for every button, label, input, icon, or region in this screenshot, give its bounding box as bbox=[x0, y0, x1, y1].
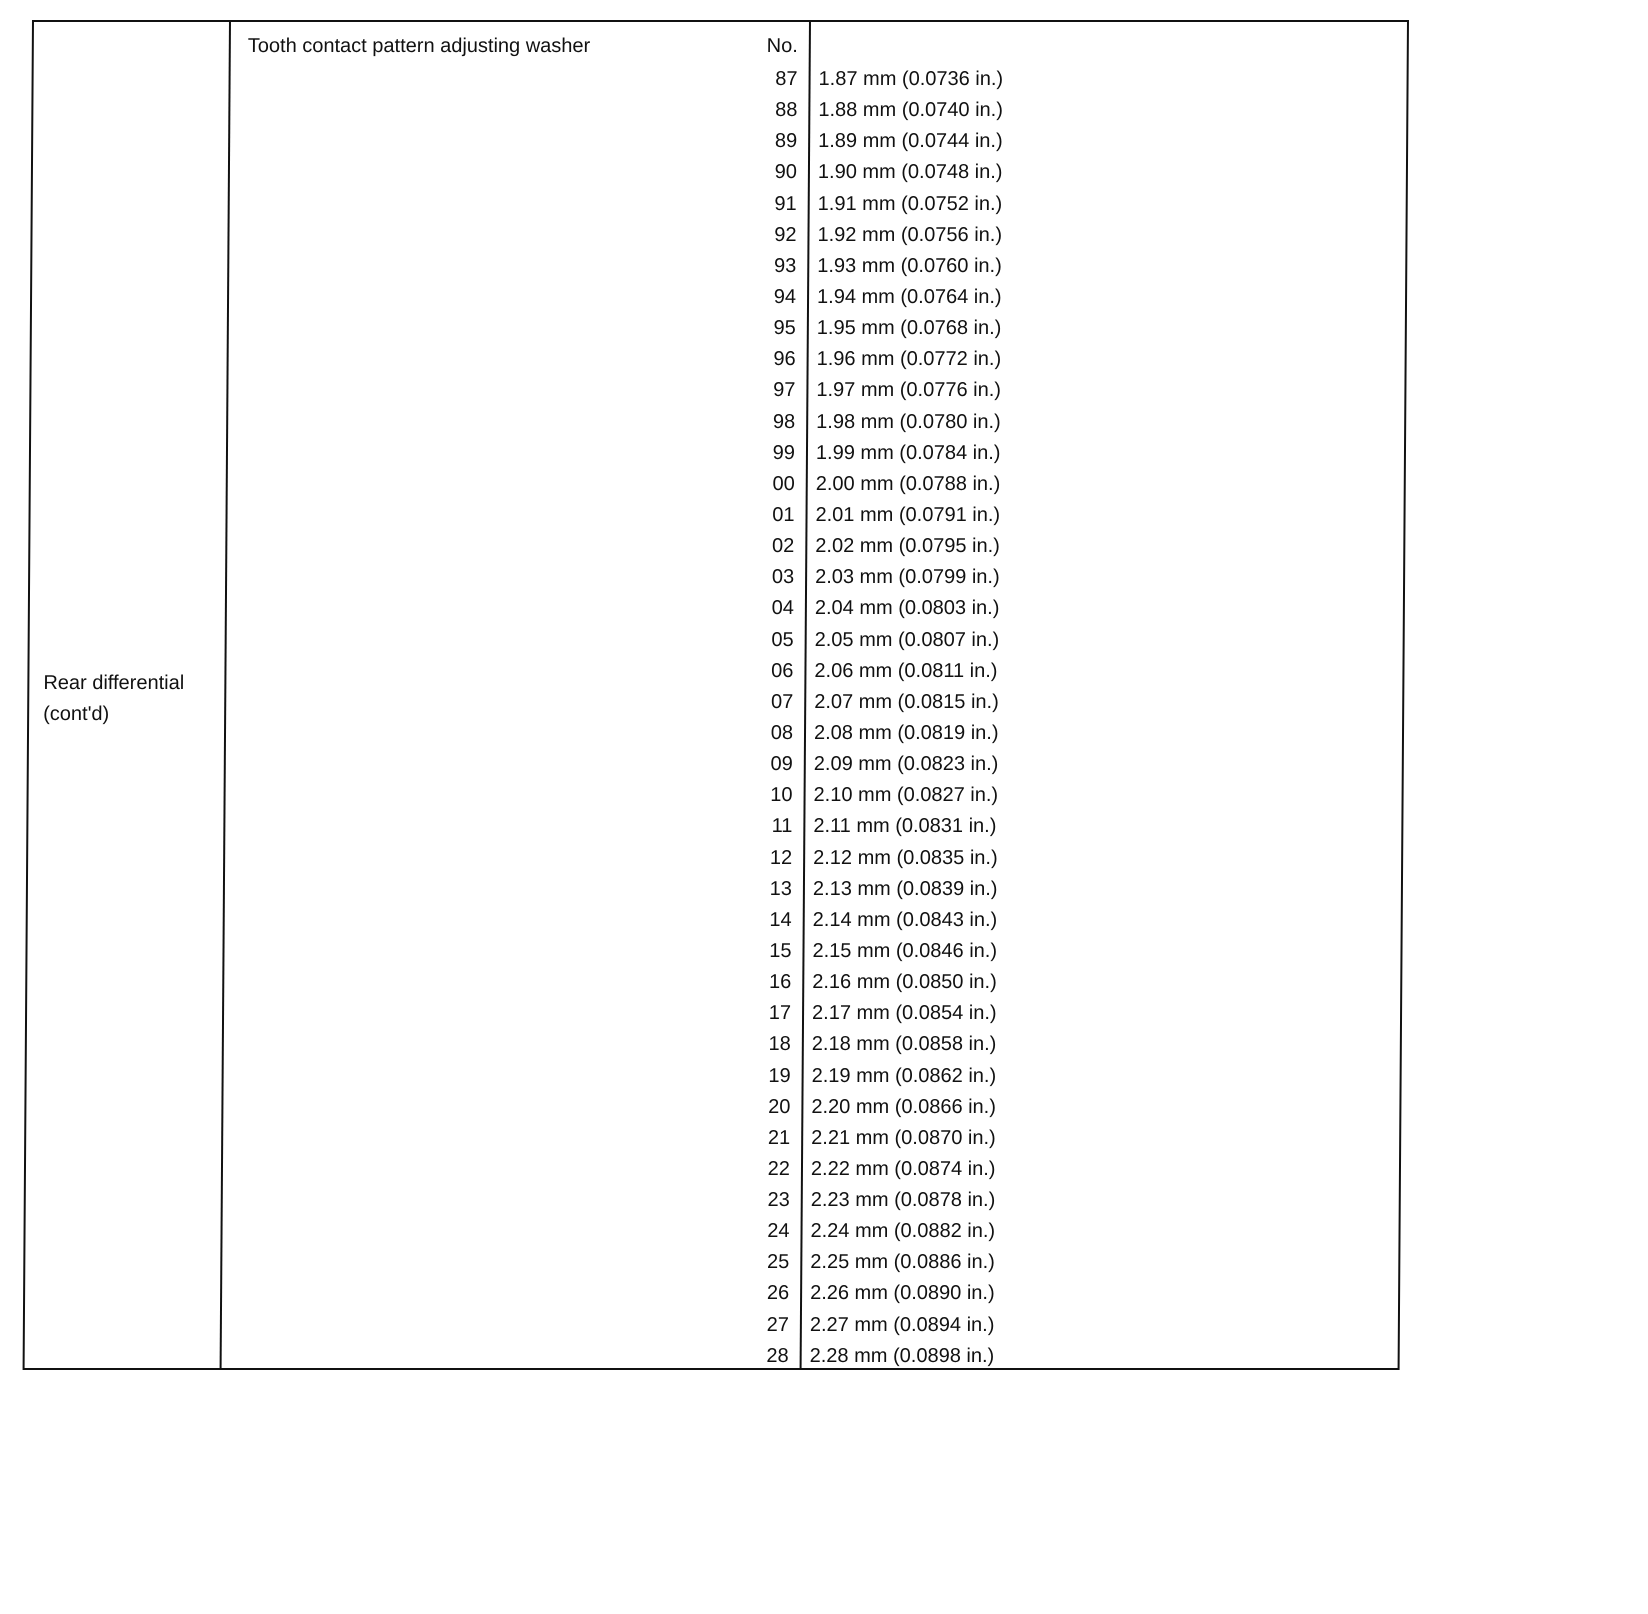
item-title: Tooth contact pattern adjusting washer bbox=[247, 35, 591, 57]
washer-number: 02 bbox=[772, 535, 795, 558]
washer-thickness: 2.22 mm (0.0874 in.) bbox=[810, 1157, 996, 1180]
washer-number: 10 bbox=[770, 784, 793, 807]
washer-number: 08 bbox=[770, 721, 794, 744]
spec-table bbox=[23, 20, 1409, 1370]
table-row bbox=[25, 1216, 1398, 1247]
washer-thickness: 2.18 mm (0.0858 in.) bbox=[811, 1033, 997, 1056]
table-row bbox=[30, 625, 1403, 656]
washer-thickness: 2.09 mm (0.0823 in.) bbox=[813, 753, 999, 776]
table-row bbox=[27, 967, 1400, 998]
table-row bbox=[30, 500, 1403, 531]
washer-number: 99 bbox=[772, 441, 796, 464]
table-row bbox=[33, 95, 1406, 126]
washer-number: 90 bbox=[774, 161, 798, 184]
washer-thickness: 2.15 mm (0.0846 in.) bbox=[812, 939, 998, 962]
table-row bbox=[25, 1341, 1398, 1372]
washer-thickness: 2.02 mm (0.0795 in.) bbox=[815, 535, 1000, 558]
washer-number: 18 bbox=[768, 1033, 791, 1056]
washer-thickness: 2.27 mm (0.0894 in.) bbox=[809, 1313, 995, 1336]
washer-number: 03 bbox=[771, 566, 795, 589]
washer-thickness: 1.89 mm (0.0744 in.) bbox=[818, 130, 1003, 153]
table-row bbox=[27, 1029, 1400, 1060]
washer-number: 04 bbox=[771, 597, 794, 620]
washer-number: 96 bbox=[773, 348, 796, 371]
washer-number: 88 bbox=[775, 99, 798, 122]
table-row bbox=[29, 687, 1402, 718]
washer-number: 12 bbox=[769, 846, 793, 869]
washer-thickness: 2.24 mm (0.0882 in.) bbox=[810, 1220, 996, 1243]
table-row bbox=[29, 718, 1402, 749]
washer-thickness: 2.07 mm (0.0815 in.) bbox=[814, 690, 999, 713]
washer-number: 07 bbox=[770, 690, 794, 713]
washer-thickness: 2.06 mm (0.0811 in.) bbox=[814, 659, 998, 682]
table-row bbox=[29, 656, 1402, 687]
washer-number: 05 bbox=[771, 628, 794, 651]
washer-thickness: 2.25 mm (0.0886 in.) bbox=[810, 1251, 995, 1274]
washer-number: 16 bbox=[768, 971, 792, 994]
washer-thickness: 1.90 mm (0.0748 in.) bbox=[817, 161, 1003, 184]
washer-number: 89 bbox=[774, 130, 798, 153]
table-row bbox=[33, 189, 1406, 220]
washer-size-list bbox=[25, 64, 1407, 1372]
washer-thickness: 2.05 mm (0.0807 in.) bbox=[814, 628, 1000, 651]
table-row bbox=[29, 749, 1402, 780]
washer-thickness: 2.12 mm (0.0835 in.) bbox=[813, 846, 998, 869]
table-row bbox=[26, 1123, 1399, 1154]
washer-number: 26 bbox=[766, 1282, 790, 1305]
table-row bbox=[32, 220, 1405, 251]
table-row bbox=[30, 562, 1403, 593]
washer-number: 24 bbox=[767, 1220, 790, 1243]
washer-number: 21 bbox=[767, 1126, 791, 1149]
washer-number: 93 bbox=[773, 254, 797, 277]
washer-thickness: 2.21 mm (0.0870 in.) bbox=[811, 1126, 996, 1149]
washer-thickness: 2.19 mm (0.0862 in.) bbox=[811, 1064, 997, 1087]
washer-thickness: 2.13 mm (0.0839 in.) bbox=[812, 877, 998, 900]
table-row bbox=[26, 1185, 1399, 1216]
washer-number: 22 bbox=[767, 1157, 791, 1180]
table-row bbox=[31, 407, 1404, 438]
table-row bbox=[30, 531, 1403, 562]
washer-number: 15 bbox=[769, 939, 792, 962]
table-row bbox=[27, 936, 1400, 967]
table-row bbox=[33, 64, 1406, 95]
table-row bbox=[25, 1278, 1398, 1309]
washer-number: 00 bbox=[772, 472, 795, 495]
table-row bbox=[32, 313, 1405, 344]
washer-thickness: 2.28 mm (0.0898 in.) bbox=[809, 1344, 995, 1367]
washer-thickness: 1.96 mm (0.0772 in.) bbox=[816, 348, 1002, 371]
washer-thickness: 1.98 mm (0.0780 in.) bbox=[816, 410, 1001, 433]
washer-thickness: 1.88 mm (0.0740 in.) bbox=[818, 99, 1003, 122]
washer-thickness: 2.01 mm (0.0791 in.) bbox=[815, 503, 1001, 526]
washer-thickness: 2.11 mm (0.0831 in.) bbox=[813, 815, 997, 838]
table-row bbox=[28, 905, 1401, 936]
section-label: Rear differential (cont'd) bbox=[43, 672, 185, 725]
table-row bbox=[25, 1310, 1398, 1341]
washer-thickness: 2.08 mm (0.0819 in.) bbox=[813, 721, 999, 744]
no-column-header: No. bbox=[766, 35, 798, 57]
washer-thickness: 1.91 mm (0.0752 in.) bbox=[817, 192, 1003, 215]
washer-number: 91 bbox=[774, 192, 797, 215]
washer-number: 11 bbox=[771, 815, 793, 838]
washer-number: 20 bbox=[768, 1095, 791, 1118]
washer-number: 95 bbox=[773, 317, 796, 340]
table-row bbox=[33, 157, 1406, 188]
table-row bbox=[26, 1154, 1399, 1185]
washer-thickness: 2.17 mm (0.0854 in.) bbox=[811, 1002, 997, 1025]
table-row bbox=[31, 438, 1404, 469]
table-row bbox=[30, 593, 1403, 624]
table-row bbox=[28, 874, 1401, 905]
table-row bbox=[32, 344, 1405, 375]
washer-thickness: 1.95 mm (0.0768 in.) bbox=[816, 317, 1002, 340]
washer-number: 87 bbox=[775, 68, 798, 90]
washer-number: 14 bbox=[769, 908, 792, 931]
washer-thickness: 1.94 mm (0.0764 in.) bbox=[816, 285, 1002, 308]
washer-thickness: 2.04 mm (0.0803 in.) bbox=[814, 597, 1000, 620]
washer-number: 92 bbox=[774, 223, 797, 246]
table-row bbox=[26, 1092, 1399, 1123]
washer-number: 17 bbox=[768, 1002, 792, 1025]
table-row bbox=[31, 469, 1404, 500]
table-row bbox=[32, 251, 1405, 282]
washer-thickness: 2.26 mm (0.0890 in.) bbox=[810, 1282, 995, 1305]
washer-thickness: 2.16 mm (0.0850 in.) bbox=[812, 971, 997, 994]
washer-number: 97 bbox=[773, 379, 796, 402]
washer-number: 94 bbox=[773, 285, 797, 308]
washer-thickness: 2.10 mm (0.0827 in.) bbox=[813, 784, 999, 807]
table-row bbox=[28, 811, 1401, 842]
table-row bbox=[32, 282, 1405, 313]
table-row bbox=[31, 375, 1404, 406]
table-row bbox=[28, 780, 1401, 811]
washer-number: 28 bbox=[766, 1344, 789, 1367]
table-row bbox=[33, 126, 1406, 157]
washer-number: 06 bbox=[771, 659, 794, 682]
washer-thickness: 1.97 mm (0.0776 in.) bbox=[816, 379, 1002, 402]
washer-thickness: 2.03 mm (0.0799 in.) bbox=[815, 566, 1000, 589]
washer-thickness: 1.99 mm (0.0784 in.) bbox=[815, 441, 1001, 464]
washer-number: 23 bbox=[767, 1189, 790, 1212]
washer-thickness: 2.14 mm (0.0843 in.) bbox=[812, 908, 998, 931]
table-row bbox=[25, 1247, 1398, 1278]
washer-number: 19 bbox=[768, 1064, 791, 1087]
washer-thickness: 2.20 mm (0.0866 in.) bbox=[811, 1095, 997, 1118]
washer-number: 13 bbox=[769, 877, 793, 900]
washer-thickness: 2.23 mm (0.0878 in.) bbox=[810, 1189, 996, 1212]
washer-thickness: 1.93 mm (0.0760 in.) bbox=[817, 254, 1002, 277]
washer-number: 98 bbox=[772, 410, 796, 433]
table-row bbox=[27, 998, 1400, 1029]
washer-thickness: 2.00 mm (0.0788 in.) bbox=[815, 472, 1001, 495]
washer-thickness: 1.92 mm (0.0756 in.) bbox=[817, 223, 1003, 246]
washer-number: 01 bbox=[772, 503, 795, 526]
washer-number: 27 bbox=[766, 1313, 789, 1336]
washer-thickness: 1.87 mm (0.0736 in.) bbox=[818, 68, 1004, 90]
table-row bbox=[28, 843, 1401, 874]
washer-number: 25 bbox=[766, 1251, 790, 1274]
washer-number: 09 bbox=[770, 753, 793, 776]
table-row bbox=[27, 1061, 1400, 1092]
